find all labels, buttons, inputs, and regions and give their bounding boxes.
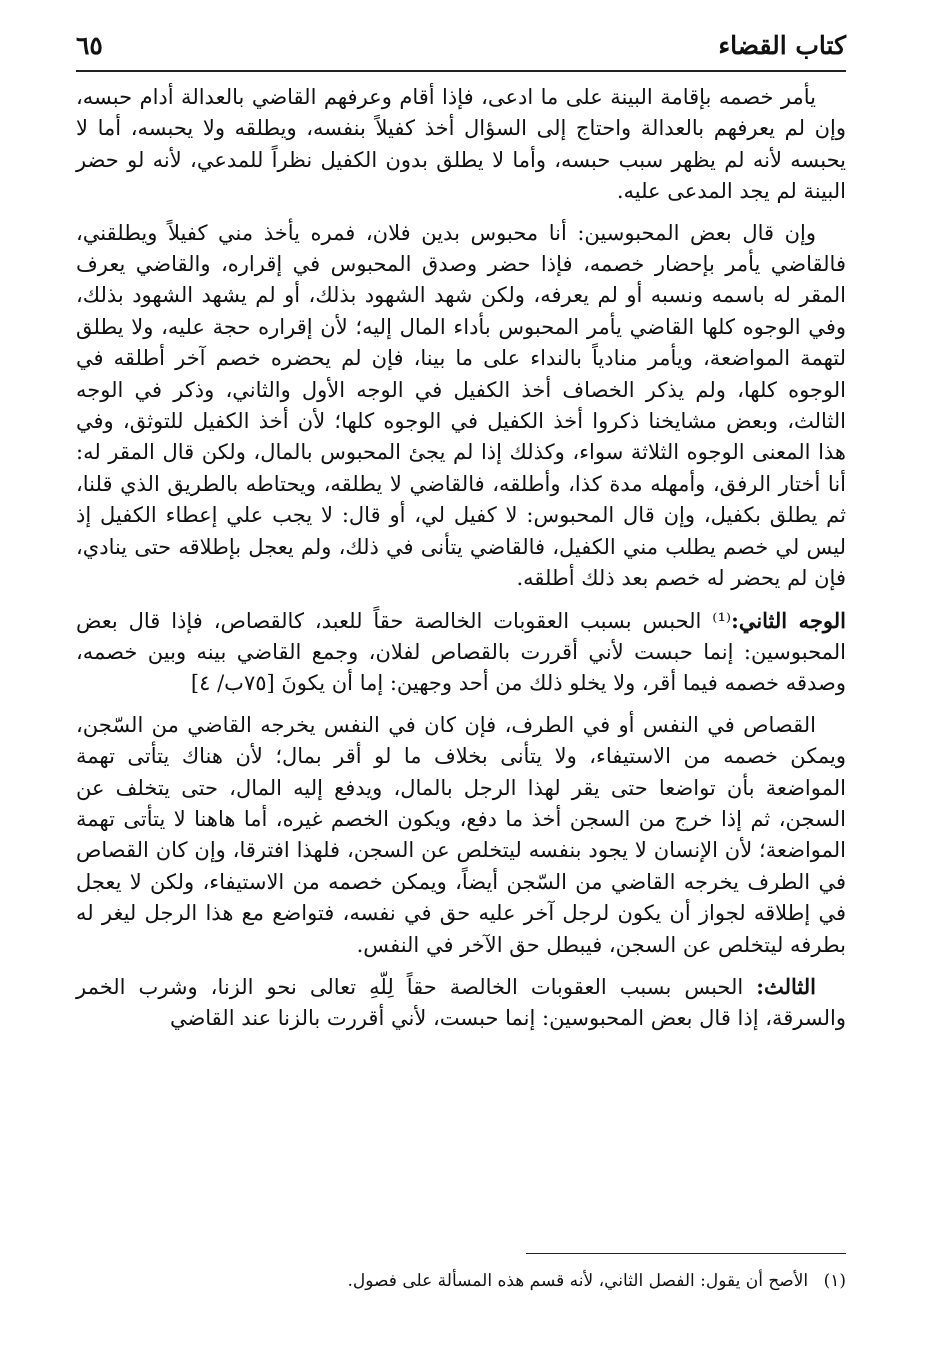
- section-label: الثالث:: [756, 973, 816, 999]
- paragraph: [76, 710, 846, 961]
- main-text: [76, 82, 846, 1045]
- section-label: الوجه الثاني:: [731, 607, 847, 633]
- paragraph: [76, 971, 846, 1035]
- book-title: كتاب القضاء: [718, 31, 846, 60]
- paragraph: [76, 82, 846, 208]
- footnote-text: الأصح أن يقول: الفصل الثاني، لأنه قسم هذه المسألة على فصول.: [347, 1271, 809, 1291]
- paragraph-text: القصاص في النفس أو في الطرف، فإن كان في النفس يخرجه القاضي من السّجن، ويمكن خصمه من الاستيفاء، ولا يتأنى بخلاف ما لو أقر بمال؛ لأن هناك يتأتى تهمة المواضعة بأن تواضعا حتى يقر لهذا الرجل بالمال، ويدفع إليه المال، حتى يتخلف عن السجن، ثم إذا خرج من السجن أخذ ما دفع، ويكون الخصم غيره، أما هاهنا لا يتأتى تهمة المواضعة؛ لأن الإنسان لا يجود بنفسه ليتخلص عن السجن، فلهذا افترقا، وإن كان القصاص في الطرف يخرجه القاضي من السّجن أيضاً، ويمكن خصمه من الاستيفاء، ولكن لا يعجل في إطلاقه لجواز أن يكون لرجل آخر عليه حق في نفسه، فتواضع مع هذا الرجل ليغر له بطرفه ليتخلص عن السجن، فيبطل حق الآخر في النفس.: [76, 712, 846, 957]
- page-number: ٦٥: [76, 31, 103, 60]
- footnote-marker: (١): [823, 1271, 846, 1291]
- paragraph-text: يأمر خصمه بإقامة البينة على ما ادعى، فإذا أقام وعرفهم القاضي بالعدالة أدام حبسه، وإن لم يعرفهم بالعدالة واحتاج إلى السؤال أخذ كفيلاً بنفسه، ويطلقه ولا يحبسه، أما لا يحبسه لأنه لم يظهر سبب حبسه، وأما لا يطلق بدون الكفيل نظراً للمدعي، لأنه لو حضر البينة لم يجد المدعى عليه.: [76, 85, 846, 204]
- running-header: [76, 30, 846, 72]
- footnote-divider: [526, 1253, 846, 1254]
- paragraph: [76, 605, 846, 700]
- footnote: [76, 1268, 846, 1294]
- paragraph-text: وإن قال بعض المحبوسين: أنا محبوس بدين فلان، فمره يأخذ مني كفيلاً ويطلقني، فالقاضي يأمر بإحضار خصمه، فإذا حضر وصدق المحبوس في إقراره، والقاضي يعرف المقر له باسمه ونسبه أو لم يعرفه، ولكن شهد الشهود بذلك، أو لم يشهد الشهود بذلك، وفي الوجوه كلها القاضي يأمر المحبوس بأداء المال إليه؛ لأن إقراره حجة عليه، ولا يطلق لتهمة المواضعة، ويأمر منادياً بالنداء على ما بينا، فإن لم يحضره خصم آخر أطلقه في الوجوه كلها، ولم يذكر الخصاف أخذ الكفيل في الوجه الأول والثاني، وذكر في الوجه الثالث، وبعض مشايخنا ذكروا أخذ الكفيل في الوجوه كلها؛ لأن أخذ الكفيل للتوثق، وفي هذا المعنى الوجوه الثلاثة سواء، وكذلك إذا لم يجئ المحبوس بالمال، ولكن قال المقر له: أنا أختار الرفق، وأمهله مدة كذا، وأطلقه، فالقاضي لا يطلقه، ويحتاطه بالطريق الذي قلنا، ثم يطلق بكفيل، وإن قال المحبوس: لا كفيل لي، أو قال: لا يجب علي إعطاء الكفيل إذ ليس لي خصم يطلب مني الكفيل، فالقاضي يتأنى في ذلك، ولم يعجل بإطلاقه حتى ينادي، فإن لم يحضر له خصم بعد ذلك أطلقه.: [76, 220, 846, 591]
- paragraph-text: الحبس بسبب العقوبات الخالصة حقاً لِلّهِ تعالى نحو الزنا، وشرب الخمر والسرقة، إذا قال بعض المحبوسين: إنما حبست، لأني أقررت بالزنا عند القاضي: [76, 974, 846, 1031]
- paragraph-text: ⁽¹⁾ الحبس بسبب العقوبات الخالصة حقاً للعبد، كالقصاص، فإذا قال بعض المحبوسين: إنما حبست لأني أقررت بالقصاص لفلان، وجمع القاضي بينه وبين خصمه، وصدقه خصمه فيما أقر، ولا يخلو ذلك من أحد وجهين: إما أن يكونَ [٧٥ب/ ٤]: [76, 608, 846, 696]
- paragraph: [76, 218, 846, 595]
